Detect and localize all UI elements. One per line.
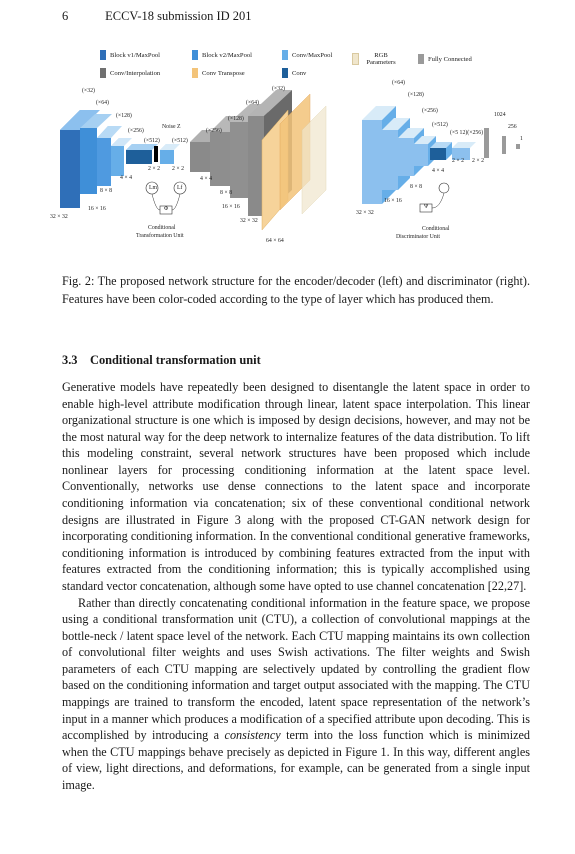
running-title: ECCV-18 submission ID 201 bbox=[105, 9, 252, 23]
section-number: 3.3 bbox=[62, 353, 78, 367]
legend-conv-transpose: Conv Transpose bbox=[192, 68, 245, 78]
fc-1-label: 1 bbox=[520, 136, 523, 142]
disc-label-512ch: (×512) bbox=[432, 122, 448, 128]
section-title-text: Conditional transformation unit bbox=[90, 353, 261, 367]
enc-label-32ch: (×32) bbox=[82, 88, 95, 94]
dec-size-16: 16 × 16 bbox=[222, 204, 240, 210]
cdu-title-1: Conditional bbox=[422, 226, 450, 232]
enc-size-32: 32 × 32 bbox=[50, 214, 68, 220]
network-diagram-svg bbox=[40, 80, 540, 260]
enc-label-512ch: (×512) bbox=[144, 138, 160, 144]
psi-label: Ψ bbox=[424, 204, 429, 210]
cdu-title-2: Discriminator Unit bbox=[396, 234, 440, 240]
page-number: 6 bbox=[62, 9, 69, 23]
phi-label: Φ bbox=[164, 206, 169, 212]
disc-size-8: 8 × 8 bbox=[410, 184, 422, 190]
disc-size-16: 16 × 16 bbox=[384, 198, 402, 204]
legend-swatch bbox=[418, 54, 424, 64]
legend-rgb: RGB Parameters bbox=[352, 52, 399, 66]
legend-block-v2: Block v2/MaxPool bbox=[192, 50, 252, 60]
disc-label-128ch: (×128) bbox=[408, 92, 424, 98]
emphasis: consistency bbox=[224, 728, 281, 743]
legend-conv-maxpool: Conv/MaxPool bbox=[282, 50, 332, 60]
fc-256 bbox=[502, 136, 506, 154]
body-text bbox=[62, 379, 530, 793]
encoder-block-512 bbox=[126, 144, 158, 164]
figure-caption: Fig. 2: The proposed network structure for the encoder/decoder (left) and discriminator (right). Features have been color-coded according to the type of layer which has produced them. bbox=[62, 274, 530, 306]
dec-size-8: 8 × 8 bbox=[220, 190, 232, 196]
legend-fully-connected: Fully Connected bbox=[418, 54, 472, 64]
enc-size-4: 4 × 4 bbox=[120, 175, 132, 181]
legend-swatch bbox=[100, 68, 106, 78]
running-header bbox=[62, 9, 252, 24]
legend-swatch bbox=[192, 68, 198, 78]
enc-label-256ch: (×256) bbox=[128, 128, 144, 134]
noise-z-block bbox=[154, 146, 158, 162]
legend-swatch bbox=[192, 50, 198, 60]
legend-swatch bbox=[352, 53, 359, 65]
dec-label-64ch: (×64) bbox=[246, 100, 259, 106]
disc-size-2a: 2 × 2 bbox=[452, 158, 464, 164]
disc-label-256ch: (×256) bbox=[422, 108, 438, 114]
enc-label-64ch: (×64) bbox=[96, 100, 109, 106]
legend-swatch bbox=[100, 50, 106, 60]
enc-size-8: 8 × 8 bbox=[100, 188, 112, 194]
dec-label-256ch: (×256) bbox=[206, 128, 222, 134]
ctu-label-512ch: (×512) bbox=[172, 138, 188, 144]
paragraph: Generative models have repeatedly been designed to disentangle the latent space in order to enable high-level attribute modification through linear, latent space interpolation. This linear organizational structure is one which is imposed by design decisions, however, and may not be the most natural way for the deep network to internalize features of the data distribution. To lift this modeling constraint, several network structures have been proposed which include nonlinear layers for processing conditioning information at the latent space level. Conventionally, networks use dense connections to the latent space and incorporate conditioning information via concatenation; six of these conventional conditional network designs are illustrated in Figure 3 along with the proposed CT-GAN network design for incorporating conditioning information. In the conventional conditional generative frameworks, conditioning information is introduced by combining features extracted from the input with features extracted from the conditioning information; this is typically accomplished using standard vector concatenation, although some have opted to use channel concatenation [22,27]. bbox=[62, 380, 530, 593]
lm-label: Lm bbox=[149, 185, 158, 191]
ctu-size-2: 2 × 2 bbox=[172, 166, 184, 172]
noise-z-label: Noise Z bbox=[162, 124, 181, 130]
dec-label-32ch: (×32) bbox=[272, 86, 285, 92]
cdu-node bbox=[439, 183, 449, 193]
section-heading bbox=[62, 353, 261, 368]
dec-label-128ch: (×128) bbox=[228, 116, 244, 122]
fc-256-label: 256 bbox=[508, 124, 517, 130]
ctu-title-1: Conditional bbox=[148, 225, 176, 231]
disc-size-32: 32 × 32 bbox=[356, 210, 374, 216]
legend-swatch bbox=[282, 68, 288, 78]
legend-conv: Conv bbox=[282, 68, 306, 78]
fc-1 bbox=[516, 144, 520, 149]
legend-block-v1: Block v1/MaxPool bbox=[100, 50, 160, 60]
disc-size-2b: 2 × 2 bbox=[472, 158, 484, 164]
enc-label-128ch: (×128) bbox=[116, 113, 132, 119]
disc-label-64ch: (×64) bbox=[392, 80, 405, 86]
dec-size-4: 4 × 4 bbox=[200, 176, 212, 182]
ctu-block bbox=[160, 144, 180, 164]
dec-size-32: 32 × 32 bbox=[240, 218, 258, 224]
ctu-title-2: Transformation Unit bbox=[136, 233, 184, 239]
disc-size-4: 4 × 4 bbox=[432, 168, 444, 174]
lf-label: Lf bbox=[177, 185, 183, 191]
enc-size-16: 16 × 16 bbox=[88, 206, 106, 212]
legend-swatch bbox=[282, 50, 288, 60]
paragraph: Rather than directly concatenating conditional information in the feature space, we propose using a conditional transformation unit (CTU), a collection of convolutional mappings at the bottle-neck / latent space level of the network. Each CTU mapping maintains its own collection of convolutional filter weights and uses Swish activations. The filter weights and Swish parameters of each CTU mapping are selectively updated by controlling the gradient flow based on the conditioning information and target output associated with the mapping. The CTU mappings are trained to transform the encoded, latent space representation of the network’s input in a manner which produces a modification of a specified attribute upon decoding. This is accomplished by introducing a consistency term into the loss function which is minimized when the CTU mappings behave precisely as depicted in Figure 1. In this way, different angles of view, light directions, and deformations, for example, can be generated from a single input image. bbox=[62, 595, 530, 792]
dec-size-64: 64 × 64 bbox=[266, 238, 284, 244]
fc-1024 bbox=[484, 128, 489, 158]
fc-1024-label: 1024 bbox=[494, 112, 506, 118]
legend-conv-interp: Conv/Interpolation bbox=[100, 68, 160, 78]
enc-size-2: 2 × 2 bbox=[148, 166, 160, 172]
disc-label-1024ch: (×5 12)(×256) bbox=[450, 130, 484, 136]
network-diagram bbox=[40, 80, 540, 260]
